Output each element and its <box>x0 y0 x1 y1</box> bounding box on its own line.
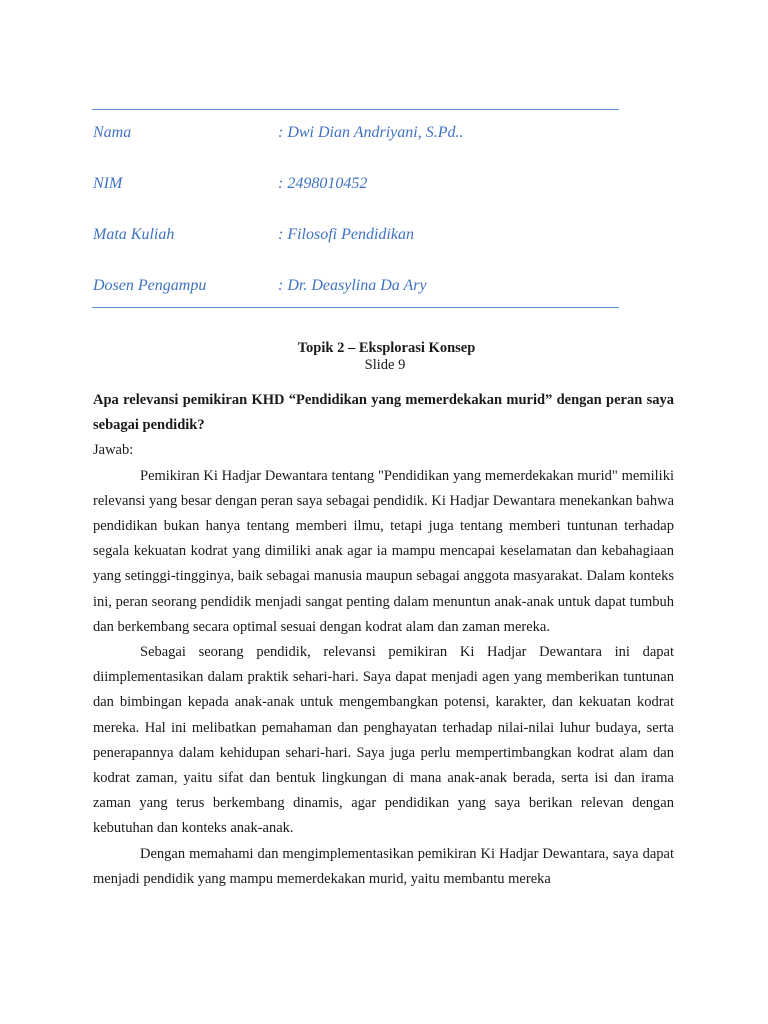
paragraph-3: Dengan memahami dan mengimplementasikan pemikiran Ki Hadjar Dewantara, saya dapat menjadi pendidik yang mampu memerdekakan murid, yaitu membantu mereka <box>93 845 674 887</box>
info-label-dosen: Dosen Pengampu <box>93 277 207 294</box>
info-value-dosen: : Dr. Deasylina Da Ary <box>278 277 427 294</box>
slide-label: Slide 9 <box>364 357 406 373</box>
info-label-mata-kuliah: Mata Kuliah <box>93 226 175 243</box>
info-label-nim: NIM <box>93 175 123 192</box>
info-value-nama: : Dwi Dian Andriyani, S.Pd.. <box>278 124 464 141</box>
header-top-rule <box>92 109 619 110</box>
document-body <box>93 388 674 892</box>
info-label-nama: Nama <box>93 124 132 141</box>
paragraph-2: Sebagai seorang pendidik, relevansi pemikiran Ki Hadjar Dewantara ini dapat diimplementasikan dalam praktik sehari-hari. Saya dapat menjadi agen yang memberikan tuntunan dan bimbingan kepada anak-anak untuk mengembangkan potensi, karakter, dan kekuatan kodrat mereka. Hal ini melibatkan pemahaman dan penghayatan terhadap nilai-nilai luhur budaya, serta penerapannya dalam kehidupan sehari-hari. Saya juga perlu mempertimbangkan kodrat alam dan kodrat zaman, yaitu sifat dan bentuk lingkungan di mana anak-anak berada, serta isi dan irama zaman yang terus berkembang dinamis, agar pendidikan yang saya berikan relevan dengan kebutuhan dan konteks anak-anak. <box>93 644 674 837</box>
header-bottom-rule <box>92 307 619 308</box>
answer-label: Jawab: <box>93 442 134 459</box>
paragraph-1: Pemikiran Ki Hadjar Dewantara tentang "Pendidikan yang memerdekakan murid" memiliki relevansi yang besar dengan peran saya sebagai pendidik. Ki Hadjar Dewantara menekankan bahwa pendidikan bukan hanya tentang memberi ilmu, tetapi juga tentang memberi tuntunan terhadap segala kekuatan kodrat yang dimiliki anak agar ia mampu mencapai keselamatan dan kebahagiaan yang setinggi-tingginya, baik sebagai manusia maupun sebagai anggota masyarakat. Dalam konteks ini, peran seorang pendidik menjadi sangat penting dalam menuntun anak-anak untuk dapat tumbuh dan berkembang secara optimal sesuai dengan kodrat alam dan zaman mereka. <box>93 467 674 635</box>
topic-title: Topik 2 – Eksplorasi Konsep <box>297 340 476 356</box>
question-text: Apa relevansi pemikiran KHD “Pendidikan yang memerdekakan murid” dengan peran saya sebagai pendidik? <box>93 392 674 434</box>
info-value-mata-kuliah: : Filosofi Pendidikan <box>278 226 414 243</box>
info-value-nim: : 2498010452 <box>278 175 368 192</box>
